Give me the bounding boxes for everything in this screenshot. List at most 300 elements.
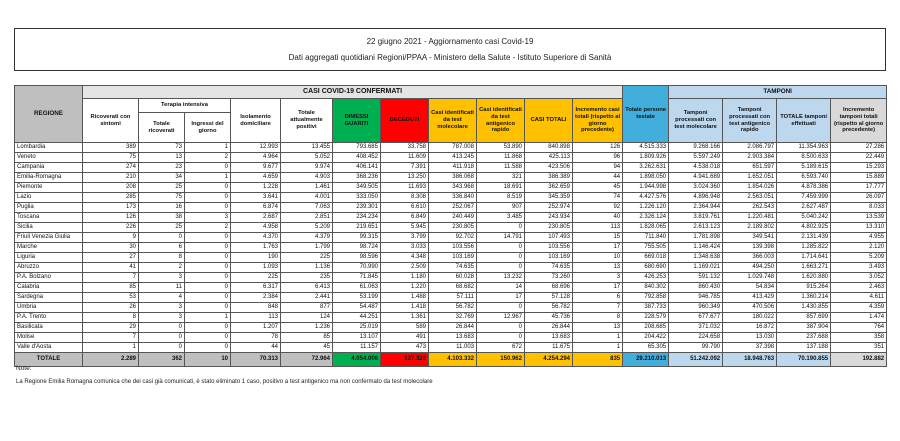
value-cell: 321 — [477, 173, 525, 183]
value-cell: 252.974 — [525, 203, 573, 213]
value-cell: 0 — [185, 193, 231, 203]
total-value-cell: 18.948.763 — [723, 353, 777, 367]
header-totale-tamponi: TOTALE tamponi effettuati — [777, 99, 831, 143]
value-cell: 230.805 — [525, 223, 573, 233]
value-cell: 73.260 — [525, 273, 573, 283]
value-cell: 1.854.026 — [723, 183, 777, 193]
value-cell: 210 — [83, 173, 139, 183]
value-cell: 13 — [573, 263, 623, 273]
value-cell: 25 — [139, 223, 185, 233]
report-title: 22 giugno 2021 - Aggiornamento casi Covid-19 — [366, 36, 534, 46]
value-cell: 848 — [231, 303, 281, 313]
value-cell: 68.696 — [525, 283, 573, 293]
value-cell: 41 — [83, 263, 139, 273]
value-cell: 343.968 — [429, 183, 477, 193]
value-cell: 8 — [573, 313, 623, 323]
value-cell: 4.941.689 — [669, 173, 723, 183]
value-cell: 40 — [573, 213, 623, 223]
value-cell: 1.620.880 — [777, 273, 831, 283]
value-cell: 669.018 — [623, 253, 669, 263]
value-cell: 333.050 — [333, 193, 381, 203]
value-cell: 4.379 — [281, 233, 333, 243]
value-cell: 386.389 — [525, 173, 573, 183]
value-cell: 11.868 — [477, 153, 525, 163]
region-name-cell: Sardegna — [15, 293, 83, 303]
value-cell: 2 — [139, 263, 185, 273]
value-cell: 44 — [231, 343, 281, 353]
value-cell: 13.030 — [723, 333, 777, 343]
table-row — [15, 163, 887, 173]
value-cell: 60.028 — [429, 273, 477, 283]
value-cell: 44 — [573, 173, 623, 183]
value-cell: 13 — [573, 323, 623, 333]
value-cell: 57.111 — [429, 293, 477, 303]
table-body — [15, 143, 887, 367]
value-cell: 4.964 — [231, 153, 281, 163]
region-name-cell: Emilia-Romagna — [15, 173, 83, 183]
value-cell: 946.785 — [669, 293, 723, 303]
region-name-cell: Veneto — [15, 153, 83, 163]
value-cell: 1.898.050 — [623, 173, 669, 183]
total-value-cell: 72.964 — [281, 353, 333, 367]
value-cell: 5.209 — [281, 223, 333, 233]
value-cell: 3.052 — [831, 273, 887, 283]
value-cell: 99.790 — [669, 343, 723, 353]
value-cell: 71.845 — [333, 273, 381, 283]
value-cell: 4.538.018 — [669, 163, 723, 173]
value-cell: 3 — [573, 273, 623, 283]
header-persone-testate: Totale persone testate — [623, 86, 669, 143]
value-cell: 0 — [185, 323, 231, 333]
region-name-cell: Puglia — [15, 203, 83, 213]
value-cell: 1 — [83, 343, 139, 353]
value-cell: 45 — [573, 183, 623, 193]
value-cell: 0 — [477, 263, 525, 273]
value-cell: 2.120 — [831, 243, 887, 253]
value-cell: 37.398 — [723, 343, 777, 353]
table-row — [15, 273, 887, 283]
value-cell: 5.189.615 — [777, 163, 831, 173]
value-cell: 366.003 — [723, 253, 777, 263]
value-cell: 0 — [185, 343, 231, 353]
value-cell: 45 — [281, 343, 333, 353]
value-cell: 6.317 — [231, 283, 281, 293]
value-cell: 0 — [185, 233, 231, 243]
value-cell: 13.455 — [281, 143, 333, 153]
value-cell: 1.169.021 — [669, 263, 723, 273]
value-cell: 56.782 — [525, 303, 573, 313]
value-cell: 190 — [231, 253, 281, 263]
value-cell: 78 — [231, 333, 281, 343]
header-regione: REGIONE — [15, 86, 83, 143]
value-cell: 15.889 — [831, 173, 887, 183]
value-cell: 234.234 — [333, 213, 381, 223]
value-cell: 907 — [477, 203, 525, 213]
value-cell: 124 — [281, 313, 333, 323]
value-cell: 230.805 — [429, 223, 477, 233]
value-cell: 2.851 — [281, 213, 333, 223]
header-incremento-casi: Incremento casi totali (rispetto al giorno precedente) — [573, 99, 623, 143]
value-cell: 225 — [231, 273, 281, 283]
header-totale-positivi: Totale attualmente positivi — [281, 99, 333, 143]
header-dimessi-guariti: DIMESSI GUARITI — [333, 99, 381, 143]
value-cell: 651.597 — [723, 163, 777, 173]
value-cell: 1.220 — [381, 283, 429, 293]
total-value-cell: 127.322 — [381, 353, 429, 367]
value-cell: 371.032 — [669, 323, 723, 333]
region-name-cell: Friuli Venezia Giulia — [15, 233, 83, 243]
value-cell: 386.068 — [429, 173, 477, 183]
value-cell: 8.033 — [831, 203, 887, 213]
value-cell: 16 — [139, 203, 185, 213]
table-row — [15, 223, 887, 233]
value-cell: 494.250 — [723, 263, 777, 273]
value-cell: 3 — [185, 213, 231, 223]
value-cell: 26.097 — [831, 193, 887, 203]
value-cell: 9.268.166 — [669, 143, 723, 153]
value-cell: 13.539 — [831, 213, 887, 223]
table-row — [15, 293, 887, 303]
total-label-cell: TOTALE — [15, 353, 83, 367]
value-cell: 6.593.740 — [777, 173, 831, 183]
report-subtitle: Dati aggregati quotidiani Regioni/PPAA - Ministero della Salute - Istituto Superiore di Sanità — [288, 53, 612, 63]
value-cell: 70.990 — [333, 263, 381, 273]
value-cell: 793.685 — [333, 143, 381, 153]
region-name-cell: Valle d'Aosta — [15, 343, 83, 353]
value-cell: 13.250 — [381, 173, 429, 183]
value-cell: 0 — [139, 233, 185, 243]
value-cell: 0 — [477, 333, 525, 343]
value-cell: 408.452 — [333, 153, 381, 163]
value-cell: 423.506 — [525, 163, 573, 173]
value-cell: 96 — [573, 153, 623, 163]
value-cell: 11.157 — [333, 343, 381, 353]
value-cell: 4.001 — [281, 193, 333, 203]
value-cell: 4.958 — [231, 223, 281, 233]
region-name-cell: Toscana — [15, 213, 83, 223]
value-cell: 239.301 — [333, 203, 381, 213]
value-cell: 358 — [831, 333, 887, 343]
value-cell: 29 — [83, 323, 139, 333]
value-cell: 672 — [477, 343, 525, 353]
value-cell: 755.505 — [623, 243, 669, 253]
value-cell: 1.652.051 — [723, 173, 777, 183]
value-cell: 10 — [573, 253, 623, 263]
total-value-cell: 70.313 — [231, 353, 281, 367]
table-row — [15, 183, 887, 193]
value-cell: 103.169 — [525, 253, 573, 263]
value-cell: 5.597.249 — [669, 153, 723, 163]
value-cell: 387.733 — [623, 303, 669, 313]
value-cell: 74.635 — [525, 263, 573, 273]
value-cell: 26.844 — [429, 323, 477, 333]
total-value-cell: 29.210.013 — [623, 353, 669, 367]
table-row — [15, 233, 887, 243]
value-cell: 1.418 — [381, 303, 429, 313]
value-cell: 0 — [185, 283, 231, 293]
table-row — [15, 323, 887, 333]
value-cell: 3.033 — [381, 243, 429, 253]
value-cell: 677.677 — [669, 313, 723, 323]
value-cell: 0 — [477, 303, 525, 313]
value-cell: 243.934 — [525, 213, 573, 223]
region-name-cell: Marche — [15, 243, 83, 253]
header-terapia-intensiva-group: Terapia intensiva — [139, 99, 231, 113]
value-cell: 235 — [281, 273, 333, 283]
value-cell: 2 — [185, 153, 231, 163]
value-cell: 1.361 — [381, 313, 429, 323]
value-cell: 362.659 — [525, 183, 573, 193]
value-cell: 2.509 — [381, 263, 429, 273]
region-name-cell: Sicilia — [15, 223, 83, 233]
value-cell: 470.506 — [723, 303, 777, 313]
value-cell: 17 — [477, 293, 525, 303]
value-cell: 2.441 — [281, 293, 333, 303]
value-cell: 2.613.123 — [669, 223, 723, 233]
total-value-cell: 70.190.855 — [777, 353, 831, 367]
value-cell: 8 — [139, 253, 185, 263]
value-cell: 98.724 — [333, 243, 381, 253]
value-cell: 349.505 — [333, 183, 381, 193]
value-cell: 9 — [83, 233, 139, 243]
value-cell: 1.146.424 — [669, 243, 723, 253]
total-value-cell: 192.882 — [831, 353, 887, 367]
table-row — [15, 143, 887, 153]
value-cell: 368.236 — [333, 173, 381, 183]
value-cell: 22.449 — [831, 153, 887, 163]
value-cell: 1.207 — [231, 323, 281, 333]
region-name-cell: P.A. Bolzano — [15, 273, 83, 283]
value-cell: 1.236 — [281, 323, 333, 333]
value-cell: 75 — [139, 193, 185, 203]
value-cell: 53.890 — [477, 143, 525, 153]
value-cell: 11.675 — [525, 343, 573, 353]
value-cell: 27 — [83, 253, 139, 263]
value-cell: 74.635 — [429, 263, 477, 273]
value-cell: 2.627.487 — [777, 203, 831, 213]
value-cell: 0 — [139, 333, 185, 343]
value-cell: 11.588 — [477, 163, 525, 173]
value-cell: 4.955 — [831, 233, 887, 243]
value-cell: 139.398 — [723, 243, 777, 253]
value-cell: 8 — [83, 313, 139, 323]
table-row — [15, 153, 887, 163]
value-cell: 68.682 — [429, 283, 477, 293]
table-row — [15, 203, 887, 213]
value-cell: 1.180 — [381, 273, 429, 283]
region-name-cell: Basilicata — [15, 323, 83, 333]
value-cell: 33.758 — [381, 143, 429, 153]
value-cell: 426.253 — [623, 273, 669, 283]
value-cell: 7.391 — [381, 163, 429, 173]
value-cell: 1.944.998 — [623, 183, 669, 193]
value-cell: 23 — [139, 163, 185, 173]
value-cell: 857.699 — [777, 313, 831, 323]
table-row — [15, 243, 887, 253]
header-incremento-tamponi: Incremento tamponi totali (rispetto al giorno precedente) — [831, 99, 887, 143]
value-cell: 126 — [573, 143, 623, 153]
value-cell: 74 — [573, 193, 623, 203]
table-row — [15, 173, 887, 183]
note-text: La Regione Emilia Romagna comunica che dei casi già comunicati, è stato eliminato 1 caso, positivo a test antigenico ma non confermato da test molecolare — [16, 379, 433, 385]
value-cell: 960.349 — [669, 303, 723, 313]
value-cell: 5.945 — [381, 223, 429, 233]
region-name-cell: Piemonte — [15, 183, 83, 193]
value-cell: 5.040.242 — [777, 213, 831, 223]
value-cell: 53.199 — [333, 293, 381, 303]
total-value-cell: 362 — [139, 353, 185, 367]
value-cell: 92.702 — [429, 233, 477, 243]
value-cell: 45.736 — [525, 313, 573, 323]
value-cell: 6.610 — [381, 203, 429, 213]
value-cell: 208.685 — [623, 323, 669, 333]
value-cell: 7 — [573, 303, 623, 313]
total-value-cell: 51.242.092 — [669, 353, 723, 367]
value-cell: 792.858 — [623, 293, 669, 303]
value-cell: 85 — [83, 283, 139, 293]
value-cell: 14.791 — [477, 233, 525, 243]
table-row — [15, 193, 887, 203]
value-cell: 103.556 — [525, 243, 573, 253]
value-cell: 1.136 — [281, 263, 333, 273]
total-value-cell: 4.254.294 — [525, 353, 573, 367]
value-cell: 15.293 — [831, 163, 887, 173]
header-tamponi-molecolare: Tamponi processati con test molecolare — [669, 99, 723, 143]
header-isolamento: Isolamento domiciliare — [231, 99, 281, 143]
value-cell: 12.967 — [477, 313, 525, 323]
value-cell: 1 — [573, 343, 623, 353]
value-cell: 14 — [477, 283, 525, 293]
value-cell: 107.493 — [525, 233, 573, 243]
value-cell: 345.359 — [525, 193, 573, 203]
value-cell: 0 — [185, 183, 231, 193]
header-deceduti: DECEDUTI — [381, 99, 429, 143]
value-cell: 18.691 — [477, 183, 525, 193]
value-cell: 0 — [185, 293, 231, 303]
value-cell: 389 — [83, 143, 139, 153]
value-cell: 3.799 — [381, 233, 429, 243]
header-ricoverati: Ricoverati con sintomi — [83, 99, 139, 143]
value-cell: 3 — [139, 313, 185, 323]
value-cell: 137.188 — [777, 343, 831, 353]
value-cell: 7.063 — [281, 203, 333, 213]
value-cell: 411.918 — [429, 163, 477, 173]
value-cell: 3.485 — [477, 213, 525, 223]
region-name-cell: Lombardia — [15, 143, 83, 153]
value-cell: 0 — [477, 323, 525, 333]
value-cell: 0 — [185, 273, 231, 283]
value-cell: 2.131.439 — [777, 233, 831, 243]
value-cell: 180.022 — [723, 313, 777, 323]
value-cell: 85 — [281, 333, 333, 343]
value-cell: 13.683 — [429, 333, 477, 343]
value-cell: 103.556 — [429, 243, 477, 253]
value-cell: 351 — [831, 343, 887, 353]
table-row — [15, 313, 887, 323]
value-cell: 26 — [83, 303, 139, 313]
value-cell: 406.141 — [333, 163, 381, 173]
total-value-cell: 10 — [185, 353, 231, 367]
value-cell: 0 — [477, 253, 525, 263]
value-cell: 274 — [83, 163, 139, 173]
value-cell: 208 — [83, 183, 139, 193]
value-cell: 1 — [573, 333, 623, 343]
table-row — [15, 283, 887, 293]
value-cell: 65.305 — [623, 343, 669, 353]
table-row — [15, 343, 887, 353]
value-cell: 0 — [185, 263, 231, 273]
value-cell: 27.286 — [831, 143, 887, 153]
value-cell: 1.488 — [381, 293, 429, 303]
value-cell: 1.228 — [231, 183, 281, 193]
value-cell: 226 — [83, 223, 139, 233]
value-cell: 3.024.360 — [669, 183, 723, 193]
value-cell: 877 — [281, 303, 333, 313]
total-value-cell: 2.289 — [83, 353, 139, 367]
value-cell: 228.579 — [623, 313, 669, 323]
value-cell: 336.840 — [429, 193, 477, 203]
value-cell: 113 — [231, 313, 281, 323]
value-cell: 113 — [573, 223, 623, 233]
value-cell: 30 — [83, 243, 139, 253]
value-cell: 240.449 — [429, 213, 477, 223]
value-cell: 1.663.271 — [777, 263, 831, 273]
value-cell: 3.262.631 — [623, 163, 669, 173]
value-cell: 4.611 — [831, 293, 887, 303]
total-value-cell: 150.962 — [477, 353, 525, 367]
value-cell: 840.898 — [525, 143, 573, 153]
value-cell: 0 — [185, 333, 231, 343]
value-cell: 262.543 — [723, 203, 777, 213]
value-cell: 13.232 — [477, 273, 525, 283]
title-box — [14, 28, 886, 71]
value-cell: 8.519 — [477, 193, 525, 203]
value-cell: 787.008 — [429, 143, 477, 153]
header-casi-confermati-group: CASI COVID-19 CONFERMATI — [83, 86, 623, 99]
value-cell: 126 — [83, 213, 139, 223]
value-cell: 75 — [83, 153, 139, 163]
value-cell: 9.974 — [281, 163, 333, 173]
value-cell: 285 — [83, 193, 139, 203]
value-cell: 6 — [139, 243, 185, 253]
region-name-cell: Molise — [15, 333, 83, 343]
value-cell: 591.132 — [669, 273, 723, 283]
value-cell: 0 — [185, 243, 231, 253]
value-cell: 387.904 — [777, 323, 831, 333]
value-cell: 11.354.963 — [777, 143, 831, 153]
value-cell: 4.878.386 — [777, 183, 831, 193]
header-totale-ricoverati: Totale ricoverati — [139, 113, 185, 143]
value-cell: 53 — [83, 293, 139, 303]
value-cell: 0 — [185, 253, 231, 263]
value-cell: 6.849 — [381, 213, 429, 223]
value-cell: 4.903 — [281, 173, 333, 183]
value-cell: 12.993 — [231, 143, 281, 153]
value-cell: 225 — [281, 253, 333, 263]
value-cell: 54.834 — [723, 283, 777, 293]
value-cell: 0 — [477, 223, 525, 233]
value-cell: 2.903.384 — [723, 153, 777, 163]
value-cell: 26.844 — [525, 323, 573, 333]
value-cell: 252.067 — [429, 203, 477, 213]
value-cell: 56.782 — [429, 303, 477, 313]
value-cell: 3.819.761 — [669, 213, 723, 223]
value-cell: 0 — [139, 323, 185, 333]
value-cell: 1.430.855 — [777, 303, 831, 313]
value-cell: 3.493 — [831, 263, 887, 273]
value-cell: 25 — [139, 183, 185, 193]
value-cell: 173 — [83, 203, 139, 213]
